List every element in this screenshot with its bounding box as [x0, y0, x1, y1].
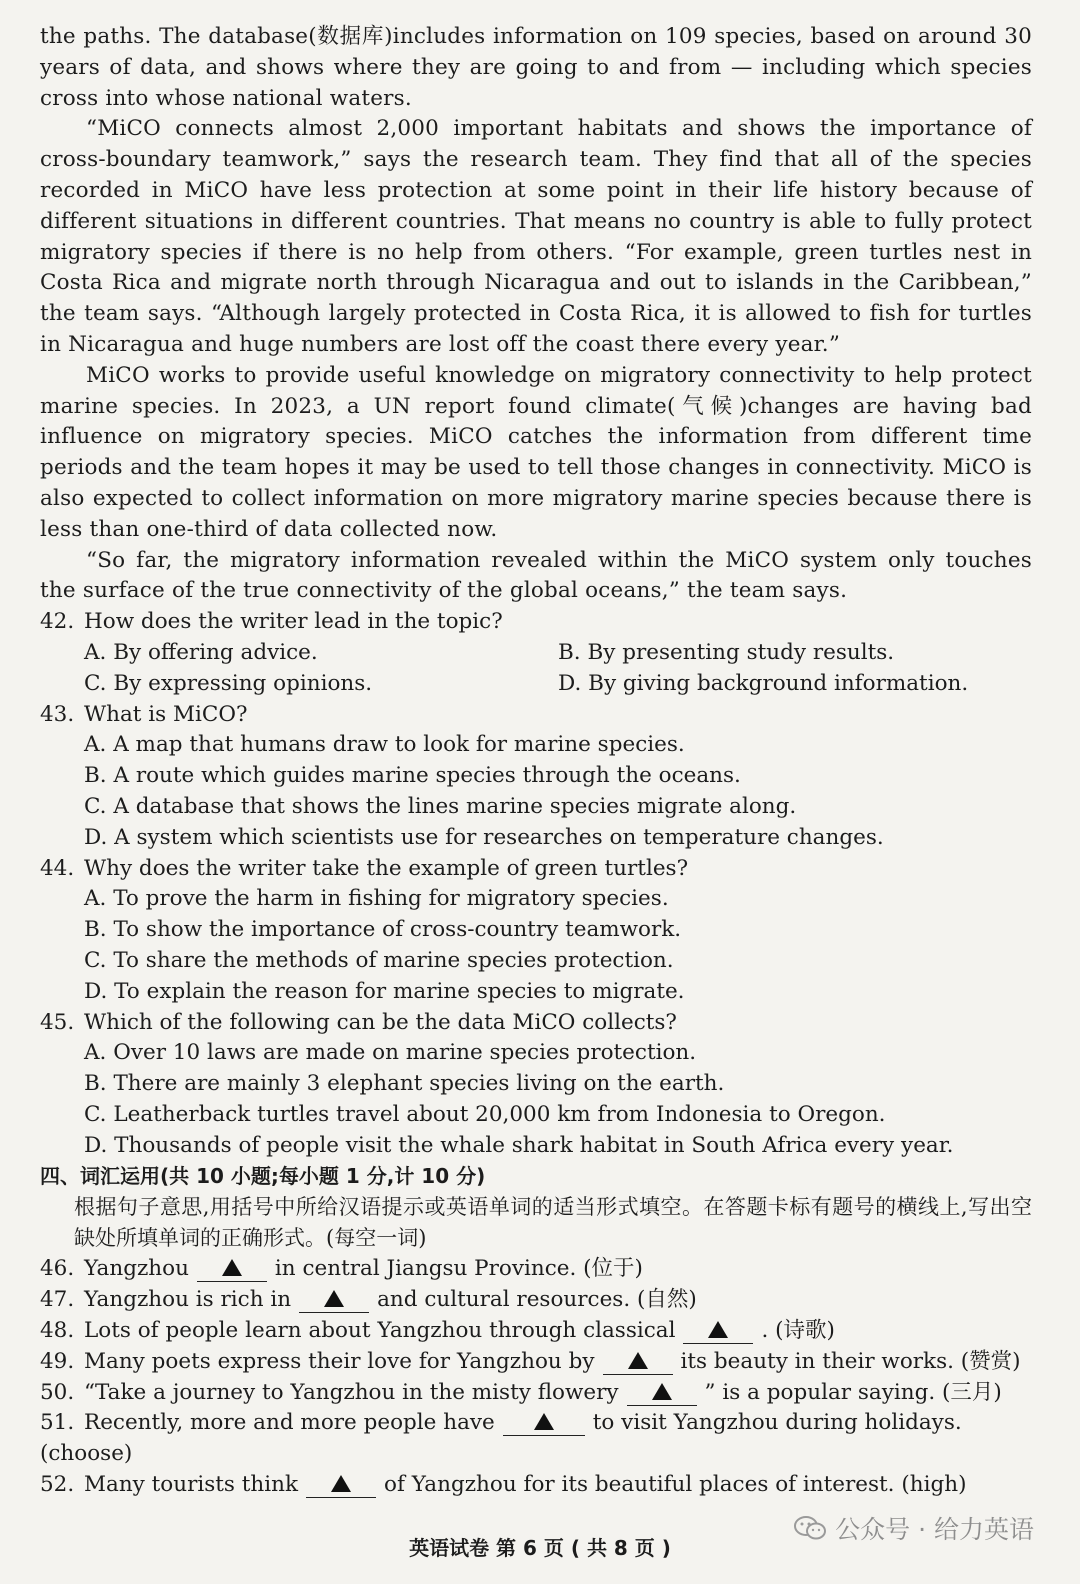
question-text: What is MiCO?: [84, 701, 248, 727]
question-number: 44.: [40, 855, 75, 881]
section-instructions: 根据句子意思,用括号中所给汉语提示或英语单词的适当形式填空。在答题卡标有题号的横线上,写出空缺处所填单词的正确形式。(每空一词): [74, 1195, 1032, 1251]
question-number: 42.: [40, 609, 75, 635]
question-number: 45.: [40, 1009, 75, 1035]
question-text: Which of the following can be the data MiCO collects?: [84, 1009, 677, 1035]
option-b: B. A route which guides marine species through the oceans.: [84, 763, 741, 789]
answer-blank: [306, 1473, 376, 1498]
passage-paragraph-2: “MiCO connects almost 2,000 important habitats and shows the importance of cross-boundary teamwork,” says the research team. They find that all of the species recorded in MiCO have less protection at some point in their life history because of different situations in different countries. That means no country is able to fully protect migratory species if there is no help from others. “For example, green turtles nest in Costa Rica and migrate north through Nicaragua and out to islands in the Caribbean,” the team says. “Although largely protected in Costa Rica, it is allowed to fish for turtles in Nicaragua and huge numbers are lost off the coast there every year.”: [40, 116, 1032, 357]
question-number: 43.: [40, 701, 75, 727]
passage-paragraph-1: the paths. The database(数据库)includes information on 109 species, based on around 30 years of data, and shows where they are going to and from — including which species cross into whose national waters.: [40, 24, 1032, 111]
option-d: D. A system which scientists use for researches on temperature changes.: [84, 824, 884, 850]
answer-blank: [627, 1381, 697, 1406]
fill-item-47: 47. Yangzhou is rich in and cultural resources. (自然): [40, 1287, 697, 1313]
question-45: [40, 1008, 1032, 1162]
passage-paragraph-3: MiCO works to provide useful knowledge on migratory connectivity to help protect marine species. In 2023, a UN report found climate(气候)changes are having bad influence on migratory species. MiCO catches the information from different time periods and the team hopes it may be used to tell those changes in connectivity. MiCO is also expected to collect information on more migratory marine species because there is less than one-third of data collected now.: [40, 362, 1032, 542]
question-text: How does the writer lead in the topic?: [84, 609, 503, 635]
question-44: [40, 854, 1032, 1008]
question-42: [40, 607, 1032, 699]
question-text: Why does the writer take the example of green turtles?: [84, 855, 689, 881]
answer-blank: [683, 1319, 753, 1344]
triangle-icon: [708, 1321, 728, 1338]
triangle-icon: [652, 1383, 672, 1400]
question-43: [40, 700, 1032, 854]
option-b: B. There are mainly 3 elephant species living on the earth.: [84, 1071, 725, 1097]
fill-item-50: 50. “Take a journey to Yangzhou in the misty flowery ” is a popular saying. (三月): [40, 1379, 1002, 1405]
answer-blank: [503, 1411, 585, 1436]
answer-blank: [197, 1257, 267, 1282]
option-b: B. To show the importance of cross-country teamwork.: [84, 917, 682, 943]
option-b: B. By presenting study results.: [558, 639, 895, 665]
option-d: D. Thousands of people visit the whale shark habitat in South Africa every year.: [84, 1132, 954, 1158]
triangle-icon: [324, 1290, 344, 1307]
page-footer: 英语试卷 第 6 页 ( 共 8 页 ): [409, 1536, 671, 1560]
triangle-icon: [331, 1475, 351, 1492]
watermark-text: 公众号 · 给力英语: [835, 1515, 1034, 1544]
passage-paragraph-4: “So far, the migratory information revealed within the MiCO system only touches the surface of the true connectivity of the global oceans,” the team says.: [40, 547, 1032, 604]
section-heading: 四、词汇运用(共 10 小题;每小题 1 分,计 10 分): [40, 1164, 486, 1189]
fill-item-52: 52. Many tourists think of Yangzhou for its beautiful places of interest. (high): [40, 1472, 967, 1498]
option-a: A. Over 10 laws are made on marine species protection.: [84, 1040, 697, 1066]
answer-blank: [603, 1350, 673, 1375]
option-a: A. A map that humans draw to look for marine species.: [84, 732, 685, 758]
option-a: A. By offering advice.: [84, 639, 318, 665]
option-c: C. To share the methods of marine species protection.: [84, 947, 674, 973]
option-d: D. By giving background information.: [558, 670, 969, 696]
answer-blank: [299, 1288, 369, 1313]
option-c: C. By expressing opinions.: [84, 670, 373, 696]
fill-item-49: 49. Many poets express their love for Yangzhou by its beauty in their works. (赞赏): [40, 1348, 1021, 1374]
fill-item-51: 51. Recently, more and more people have to visit Yangzhou during holidays. (choose): [40, 1410, 962, 1467]
triangle-icon: [222, 1259, 242, 1276]
option-c: C. A database that shows the lines marine species migrate along.: [84, 793, 797, 819]
triangle-icon: [534, 1413, 554, 1430]
fill-item-48: 48. Lots of people learn about Yangzhou through classical . (诗歌): [40, 1318, 835, 1344]
option-c: C. Leatherback turtles travel about 20,000 km from Indonesia to Oregon.: [84, 1101, 886, 1127]
fill-item-46: 46. Yangzhou in central Jiangsu Province. (位于): [40, 1256, 643, 1282]
triangle-icon: [628, 1352, 648, 1369]
option-a: A. To prove the harm in fishing for migratory species.: [84, 886, 669, 912]
option-d: D. To explain the reason for marine species to migrate.: [84, 978, 685, 1004]
